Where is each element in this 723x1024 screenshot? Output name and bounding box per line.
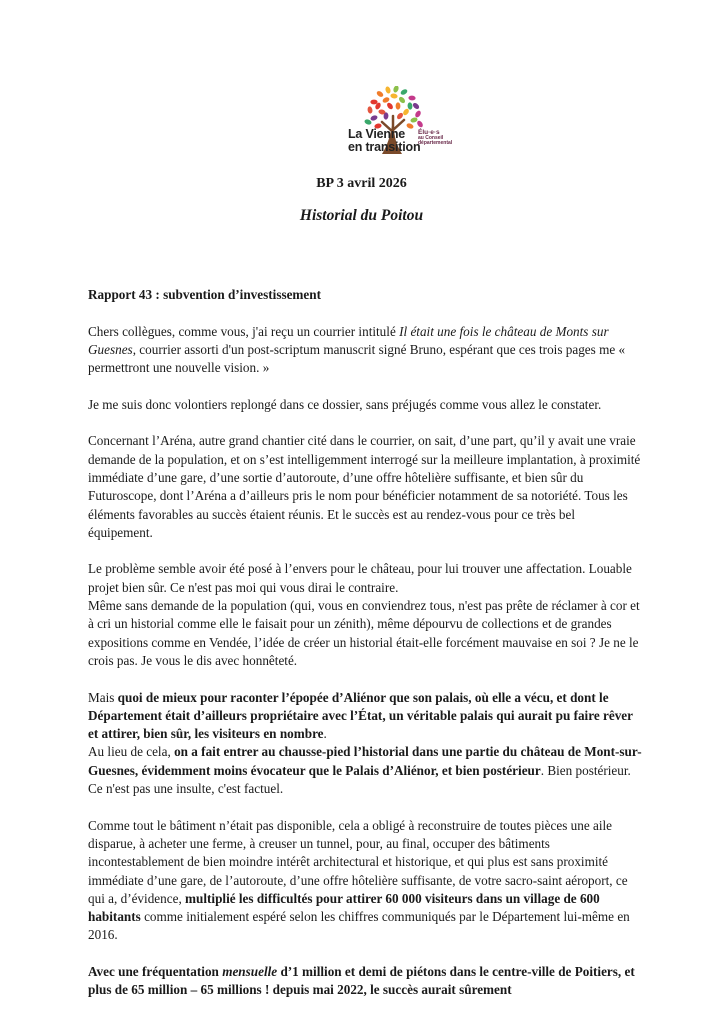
paragraph-3: Concernant l’Aréna, autre grand chantier cité dans le courrier, on sait, d’une part, qu’il y avait une vraie demande de la population, et on s’est intelligemment interrogé sur la meilleure implantation, à proximité immédiate d’une gare, d’une sortie d’autoroute, d’une offre hôtelière suffisante, et bien sûr du Futuroscope, dont l’Aréna a d’ailleurs pris le nom pour bénéficier notamment de sa notoriété. Tous les éléments favorables au succès étaient réunis. Et le succès est au rendez-vous pour ce très bel équipement. <box>88 433 641 540</box>
logo-leaf <box>390 93 398 99</box>
logo-leaf <box>412 102 421 110</box>
logo-line-2: en transition <box>348 140 421 154</box>
p6-text-c: comme initialement espéré selon les chiffres communiqués par le Département lui-même en 2016. <box>88 909 630 943</box>
logo-leaf <box>408 95 416 100</box>
logo-line-1: La Vienne <box>348 127 406 141</box>
logo-sub-2: au Conseil <box>418 134 444 141</box>
logo-leaf <box>386 102 394 111</box>
p5b-text-c: . Bien postérieur. Ce n'est pas une insulte, c'est factuel. <box>88 762 631 797</box>
logo-leaf <box>414 110 422 119</box>
logo-leaf <box>400 88 409 96</box>
p6-text-a: Comme tout le bâtiment n’était pas disponible, cela a obligé à reconstruire de toutes pièces une aile disparue, à acheter une ferme, à creuser un tunnel, pour, au final, occuper des bâtiments incontestablement de bien moindre intérêt architectural et historique, et qui plus est sans proximité immédiate d’une gare, de l’autoroute, d’une offre hôtelière suffisante, de votre sacro-saint aéroport, ce qui a, d’évidence, <box>88 817 628 906</box>
logo-subtitle <box>418 130 452 147</box>
p4-line-b: Même sans demande de la population (qui, vous en conviendrez tous, n'est pas prête de réclamer à cor et à cri un historial comme elle le faisait pour un zénith), même dépourvu de collections et de grandes expositions comme en Vendée, l’idée de créer un historial était-elle forcément mauvaise en soi ? Je ne le crois pas. Je vous le dis avec honnêteté. <box>88 598 640 668</box>
document-title: Historial du Poitou <box>299 207 424 224</box>
p4-line-a: Le problème semble avoir été posé à l’envers pour le château, pour lui trouver une affectation. Louable projet bien sûr. Ce n'est pas moi qui vous dirai le contraire. <box>88 561 632 595</box>
logo-leaf <box>370 114 378 121</box>
logo-wordmark <box>348 128 420 154</box>
p5a-text-c: . <box>323 726 327 742</box>
p1-letter-title: Il était une fois le château de Monts sur Guesnes <box>88 323 609 357</box>
logo-leaf <box>385 86 392 94</box>
document-date: BP 3 avril 2026 <box>316 176 407 191</box>
paragraph-4 <box>88 560 642 670</box>
p6-bold: multiplié les difficultés pour attirer 60 000 visiteurs dans un village de 600 habitants <box>88 890 600 925</box>
logo-leaf <box>367 106 373 114</box>
paragraph-5 <box>88 689 642 799</box>
p7-italic: mensuelle <box>222 963 278 979</box>
logo-leaf <box>370 100 377 105</box>
p7-text-a: Avec une fréquentation <box>88 963 223 979</box>
document-body <box>88 286 642 1018</box>
logo-leaf <box>392 86 399 93</box>
paragraph-7 <box>88 963 642 1000</box>
p7-text-c: d’1 million et demi de piétons dans le centre-ville de Poitiers, et plus de 65 million – 65 millions ! depuis mai 2022, le succès aurait sûrement <box>88 963 635 998</box>
logo-leaf <box>376 90 385 98</box>
logo-sub-1: Élu·e·s <box>418 129 440 136</box>
p1-text-c: , courrier assorti d'un post-scriptum manuscrit signé Bruno, espérant que ces trois pages me « permettront une nouvelle vision. » <box>88 341 626 376</box>
section-title: Rapport 43 : subvention d’investissement <box>88 287 321 302</box>
paragraph-2: Je me suis donc volontiers replongé dans ce dossier, sans préjugés comme vous allez le constater. <box>88 396 602 412</box>
paragraph-1 <box>88 323 642 378</box>
logo-leaf <box>396 102 401 109</box>
paragraph-6 <box>88 817 642 945</box>
logo-leaf <box>407 102 413 110</box>
logo-leaf <box>382 96 391 104</box>
p5b-text-a: Au lieu de cela, <box>88 744 175 760</box>
p5a-bold: quoi de mieux pour raconter l’épopée d’Aliénor que son palais, où elle a vécu, et dont le Département était d’ailleurs propriétaire avec l’État, un véritable palais qui aurait pu faire rêver et attirer, bien sûr, les visiteurs en nombre <box>88 689 633 742</box>
p5a-text-a: Mais <box>88 689 118 705</box>
logo-leaf <box>410 117 418 124</box>
logo-leaf <box>396 112 404 121</box>
logo-sub-3: départemental <box>418 140 453 146</box>
p5b-bold: on a fait entrer au chausse-pied l’historial dans une partie du château de Mont-sur-Guesnes, évidemment moins évocateur que le Palais d’Aliénor, et bien postérieur <box>88 744 642 778</box>
p1-text-a: Chers collègues, comme vous, j'ai reçu un courrier intitulé <box>88 323 400 339</box>
